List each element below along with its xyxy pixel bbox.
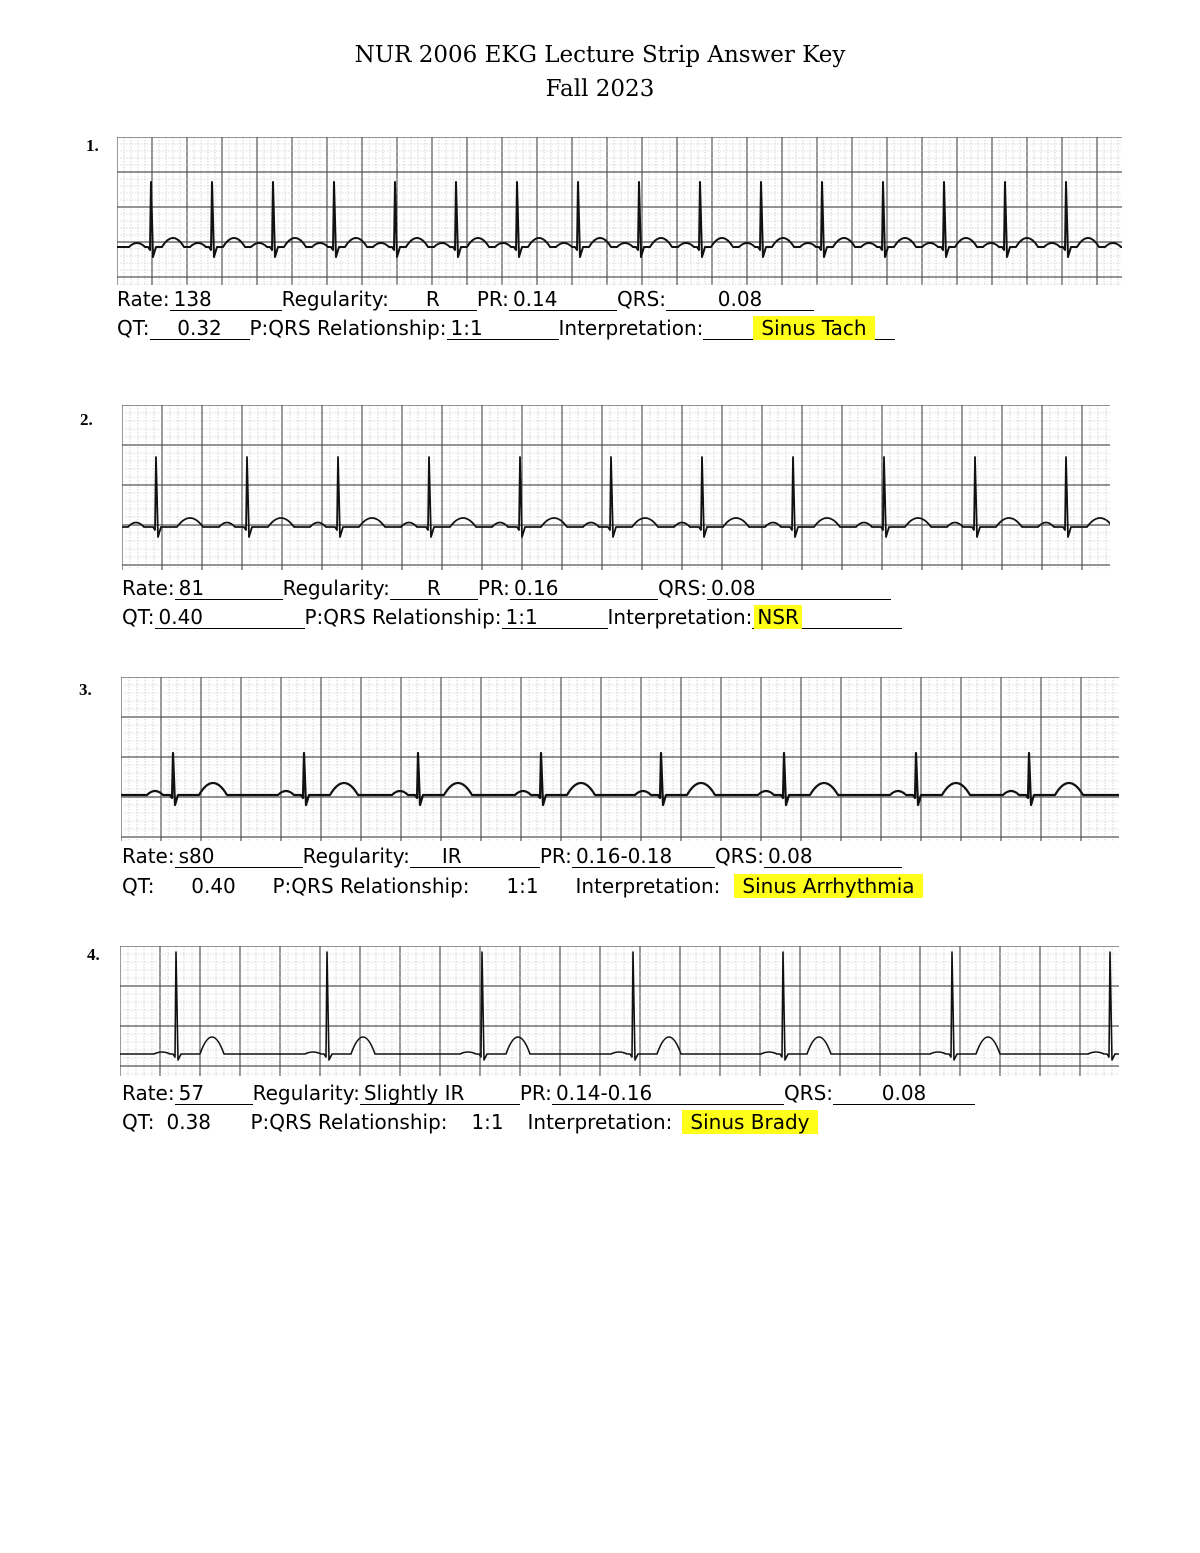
qrs-label: QRS: xyxy=(714,844,765,868)
pqrs-label: P:QRS Relationship: xyxy=(272,874,470,898)
ekg-grid-and-trace xyxy=(121,677,1119,841)
rate-value: 57 xyxy=(175,1082,253,1105)
strip-2-row-2 xyxy=(122,604,902,630)
interpretation-value: Sinus Arrhythmia xyxy=(734,874,922,898)
interpretation-field xyxy=(720,875,926,897)
strip-number-3: 3. xyxy=(79,680,92,699)
ekg-grid-and-trace xyxy=(122,405,1110,570)
qt-label: QT: xyxy=(117,316,150,340)
regularity-label: Regularity: xyxy=(302,844,410,868)
interpretation-label: Interpretation: xyxy=(575,874,721,898)
ekg-strip-2 xyxy=(122,405,1110,570)
strip-number-4: 4. xyxy=(87,945,100,964)
strip-number-2: 2. xyxy=(80,410,93,429)
ekg-strip-3 xyxy=(121,677,1119,841)
rate-value: 138 xyxy=(170,288,282,311)
regularity-value: IR xyxy=(410,845,540,868)
pr-value: 0.16 xyxy=(510,577,658,600)
ekg-grid-and-trace xyxy=(120,946,1119,1076)
interpretation-value: Sinus Brady xyxy=(682,1110,817,1134)
strip-1-row-1 xyxy=(117,286,814,312)
strip-number-1: 1. xyxy=(86,136,99,155)
pqrs-label: P:QRS Relationship: xyxy=(250,1110,448,1134)
pqrs-value: 1:1 xyxy=(502,606,608,629)
pr-value: 0.14 xyxy=(509,288,617,311)
qt-label: QT: xyxy=(122,1110,155,1134)
qrs-value: 0.08 xyxy=(833,1082,975,1105)
strip-3-row-2 xyxy=(122,873,927,899)
interpretation-field xyxy=(752,606,902,629)
interpretation-value: Sinus Tach xyxy=(753,316,874,340)
qrs-label: QRS: xyxy=(616,287,667,311)
rate-label: Rate: xyxy=(122,1081,175,1105)
ekg-grid-and-trace xyxy=(117,137,1122,285)
strip-1-row-2 xyxy=(117,315,895,341)
pqrs-label: P:QRS Relationship: xyxy=(304,605,502,629)
regularity-value: R xyxy=(390,577,478,600)
interpretation-field xyxy=(672,1111,821,1133)
pr-label: PR: xyxy=(539,844,572,868)
qrs-value: 0.08 xyxy=(764,845,902,868)
strip-4-row-1 xyxy=(122,1080,975,1106)
strip-4-row-2 xyxy=(122,1109,822,1135)
rate-value: 81 xyxy=(175,577,283,600)
qrs-label: QRS: xyxy=(657,576,708,600)
interpretation-field xyxy=(703,317,894,340)
rate-label: Rate: xyxy=(122,844,175,868)
qt-label: QT: xyxy=(122,874,155,898)
qt-value: 0.32 xyxy=(150,317,250,340)
ekg-strip-4 xyxy=(120,946,1119,1076)
pqrs-label: P:QRS Relationship: xyxy=(249,316,447,340)
interpretation-label: Interpretation: xyxy=(527,1110,673,1134)
qrs-value: 0.08 xyxy=(666,288,814,311)
pqrs-value: 1:1 xyxy=(447,317,559,340)
regularity-label: Regularity: xyxy=(281,287,389,311)
rate-label: Rate: xyxy=(117,287,170,311)
pr-value: 0.14-0.16 xyxy=(552,1082,784,1105)
qt-value: 0.40 xyxy=(191,874,236,898)
page-title: NUR 2006 EKG Lecture Strip Answer Key xyxy=(354,42,846,68)
interpretation-value: NSR xyxy=(754,605,802,629)
pr-label: PR: xyxy=(477,576,510,600)
page-subtitle: Fall 2023 xyxy=(545,76,655,102)
pqrs-value: 1:1 xyxy=(471,1110,504,1134)
qrs-label: QRS: xyxy=(783,1081,834,1105)
pr-label: PR: xyxy=(519,1081,552,1105)
strip-2-row-1 xyxy=(122,575,891,601)
regularity-value: R xyxy=(389,288,477,311)
pr-label: PR: xyxy=(476,287,509,311)
regularity-value: Slightly IR xyxy=(360,1082,520,1105)
qt-value: 0.40 xyxy=(155,606,305,629)
pqrs-value: 1:1 xyxy=(506,874,539,898)
strip-3-row-1 xyxy=(122,843,902,869)
rate-label: Rate: xyxy=(122,576,175,600)
regularity-label: Regularity: xyxy=(252,1081,360,1105)
interpretation-label: Interpretation: xyxy=(558,316,704,340)
ekg-strip-1 xyxy=(117,137,1122,285)
qrs-value: 0.08 xyxy=(707,577,891,600)
rate-value: s80 xyxy=(175,845,303,868)
interpretation-label: Interpretation: xyxy=(607,605,753,629)
regularity-label: Regularity: xyxy=(282,576,390,600)
pr-value: 0.16-0.18 xyxy=(572,845,715,868)
qt-value: 0.38 xyxy=(166,1110,212,1134)
qt-label: QT: xyxy=(122,605,155,629)
